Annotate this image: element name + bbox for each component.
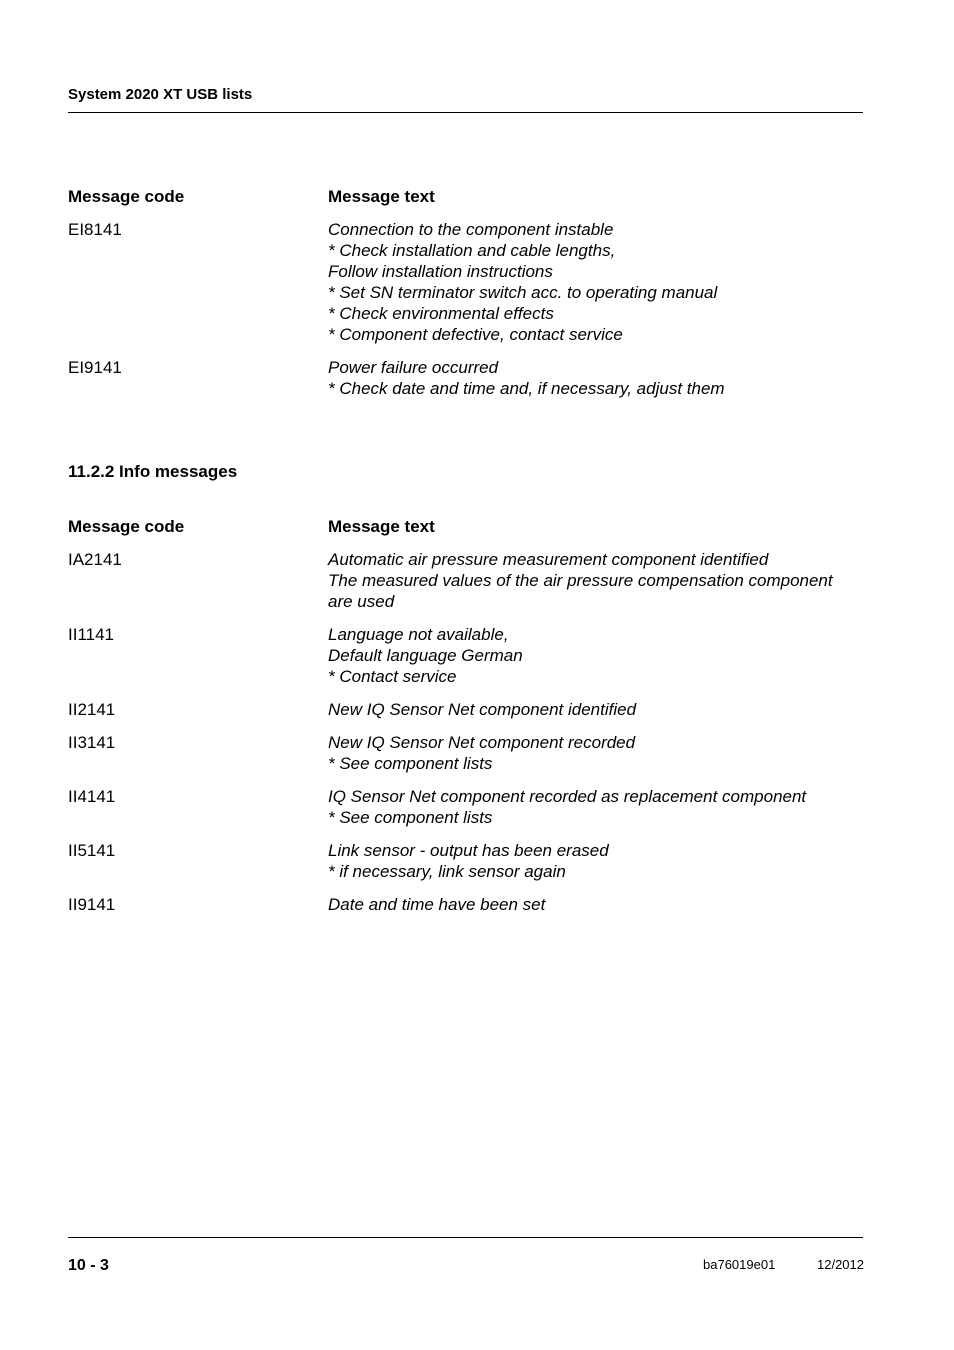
running-header: System 2020 XT USB lists [68, 86, 253, 103]
message-code: II5141 [68, 841, 116, 860]
column-header-text: Message text [328, 517, 435, 536]
column-header-code: Message code [68, 517, 185, 536]
message-text-line: * Check environmental effects [328, 304, 554, 323]
message-text-line: * Check installation and cable lengths, [328, 241, 616, 260]
document-date: 12/2012 [817, 1257, 864, 1272]
column-header-code: Message code [68, 187, 185, 206]
message-text-line: IQ Sensor Net component recorded as replacement component [328, 787, 807, 806]
message-code: II1141 [68, 625, 115, 644]
message-code: II2141 [68, 700, 116, 719]
message-text-line: New IQ Sensor Net component identified [328, 700, 637, 719]
message-code: EI8141 [68, 220, 122, 239]
message-text-line: Date and time have been set [328, 895, 546, 914]
message-text-line: Automatic air pressure measurement component identified [328, 550, 769, 569]
message-text-line: * Contact service [328, 667, 457, 686]
info-message-table [68, 516, 863, 927]
message-text [328, 624, 863, 687]
table-row [68, 840, 863, 882]
message-text-line: Language not available, [328, 625, 509, 644]
table-header-row [68, 186, 863, 207]
message-text-line: * Component defective, contact service [328, 325, 623, 344]
message-text [328, 549, 863, 612]
table-row [68, 357, 863, 399]
message-text [328, 732, 863, 774]
table-row [68, 894, 863, 915]
message-text-line: Connection to the component instable [328, 220, 614, 239]
page-number: 10 - 3 [68, 1257, 109, 1274]
message-text-line: New IQ Sensor Net component recorded [328, 733, 636, 752]
message-text-line: * if necessary, link sensor again [328, 862, 566, 881]
table-row [68, 549, 863, 612]
footer-divider [68, 1237, 863, 1238]
message-text [328, 786, 863, 828]
message-text [328, 357, 863, 399]
table-row [68, 219, 863, 345]
error-message-table [68, 186, 863, 411]
header-divider [68, 112, 863, 113]
message-text-line: are used [328, 592, 395, 611]
message-code: EI9141 [68, 358, 122, 377]
table-row [68, 732, 863, 774]
message-code: II9141 [68, 895, 116, 914]
table-row [68, 786, 863, 828]
section-heading: 11.2.2 Info messages [68, 462, 238, 481]
table-row [68, 624, 863, 687]
column-header-text: Message text [328, 187, 435, 206]
message-text-line: Default language German [328, 646, 523, 665]
table-header-row [68, 516, 863, 537]
table-row [68, 699, 863, 720]
message-text [328, 219, 863, 345]
message-text-line: Follow installation instructions [328, 262, 553, 281]
message-code: II4141 [68, 787, 116, 806]
message-code: IA2141 [68, 550, 122, 569]
message-text-line: Link sensor - output has been erased [328, 841, 609, 860]
document-id: ba76019e01 [703, 1257, 776, 1272]
message-text [328, 699, 863, 720]
message-text-line: * Check date and time and, if necessary, adjust them [328, 379, 725, 398]
message-text-line: * Set SN terminator switch acc. to operating manual [328, 283, 718, 302]
message-text-line: The measured values of the air pressure compensation component [328, 571, 833, 590]
message-text [328, 894, 863, 915]
message-text-line: * See component lists [328, 808, 493, 827]
message-text-line: * See component lists [328, 754, 493, 773]
message-text [328, 840, 863, 882]
message-text-line: Power failure occurred [328, 358, 499, 377]
message-code: II3141 [68, 733, 116, 752]
